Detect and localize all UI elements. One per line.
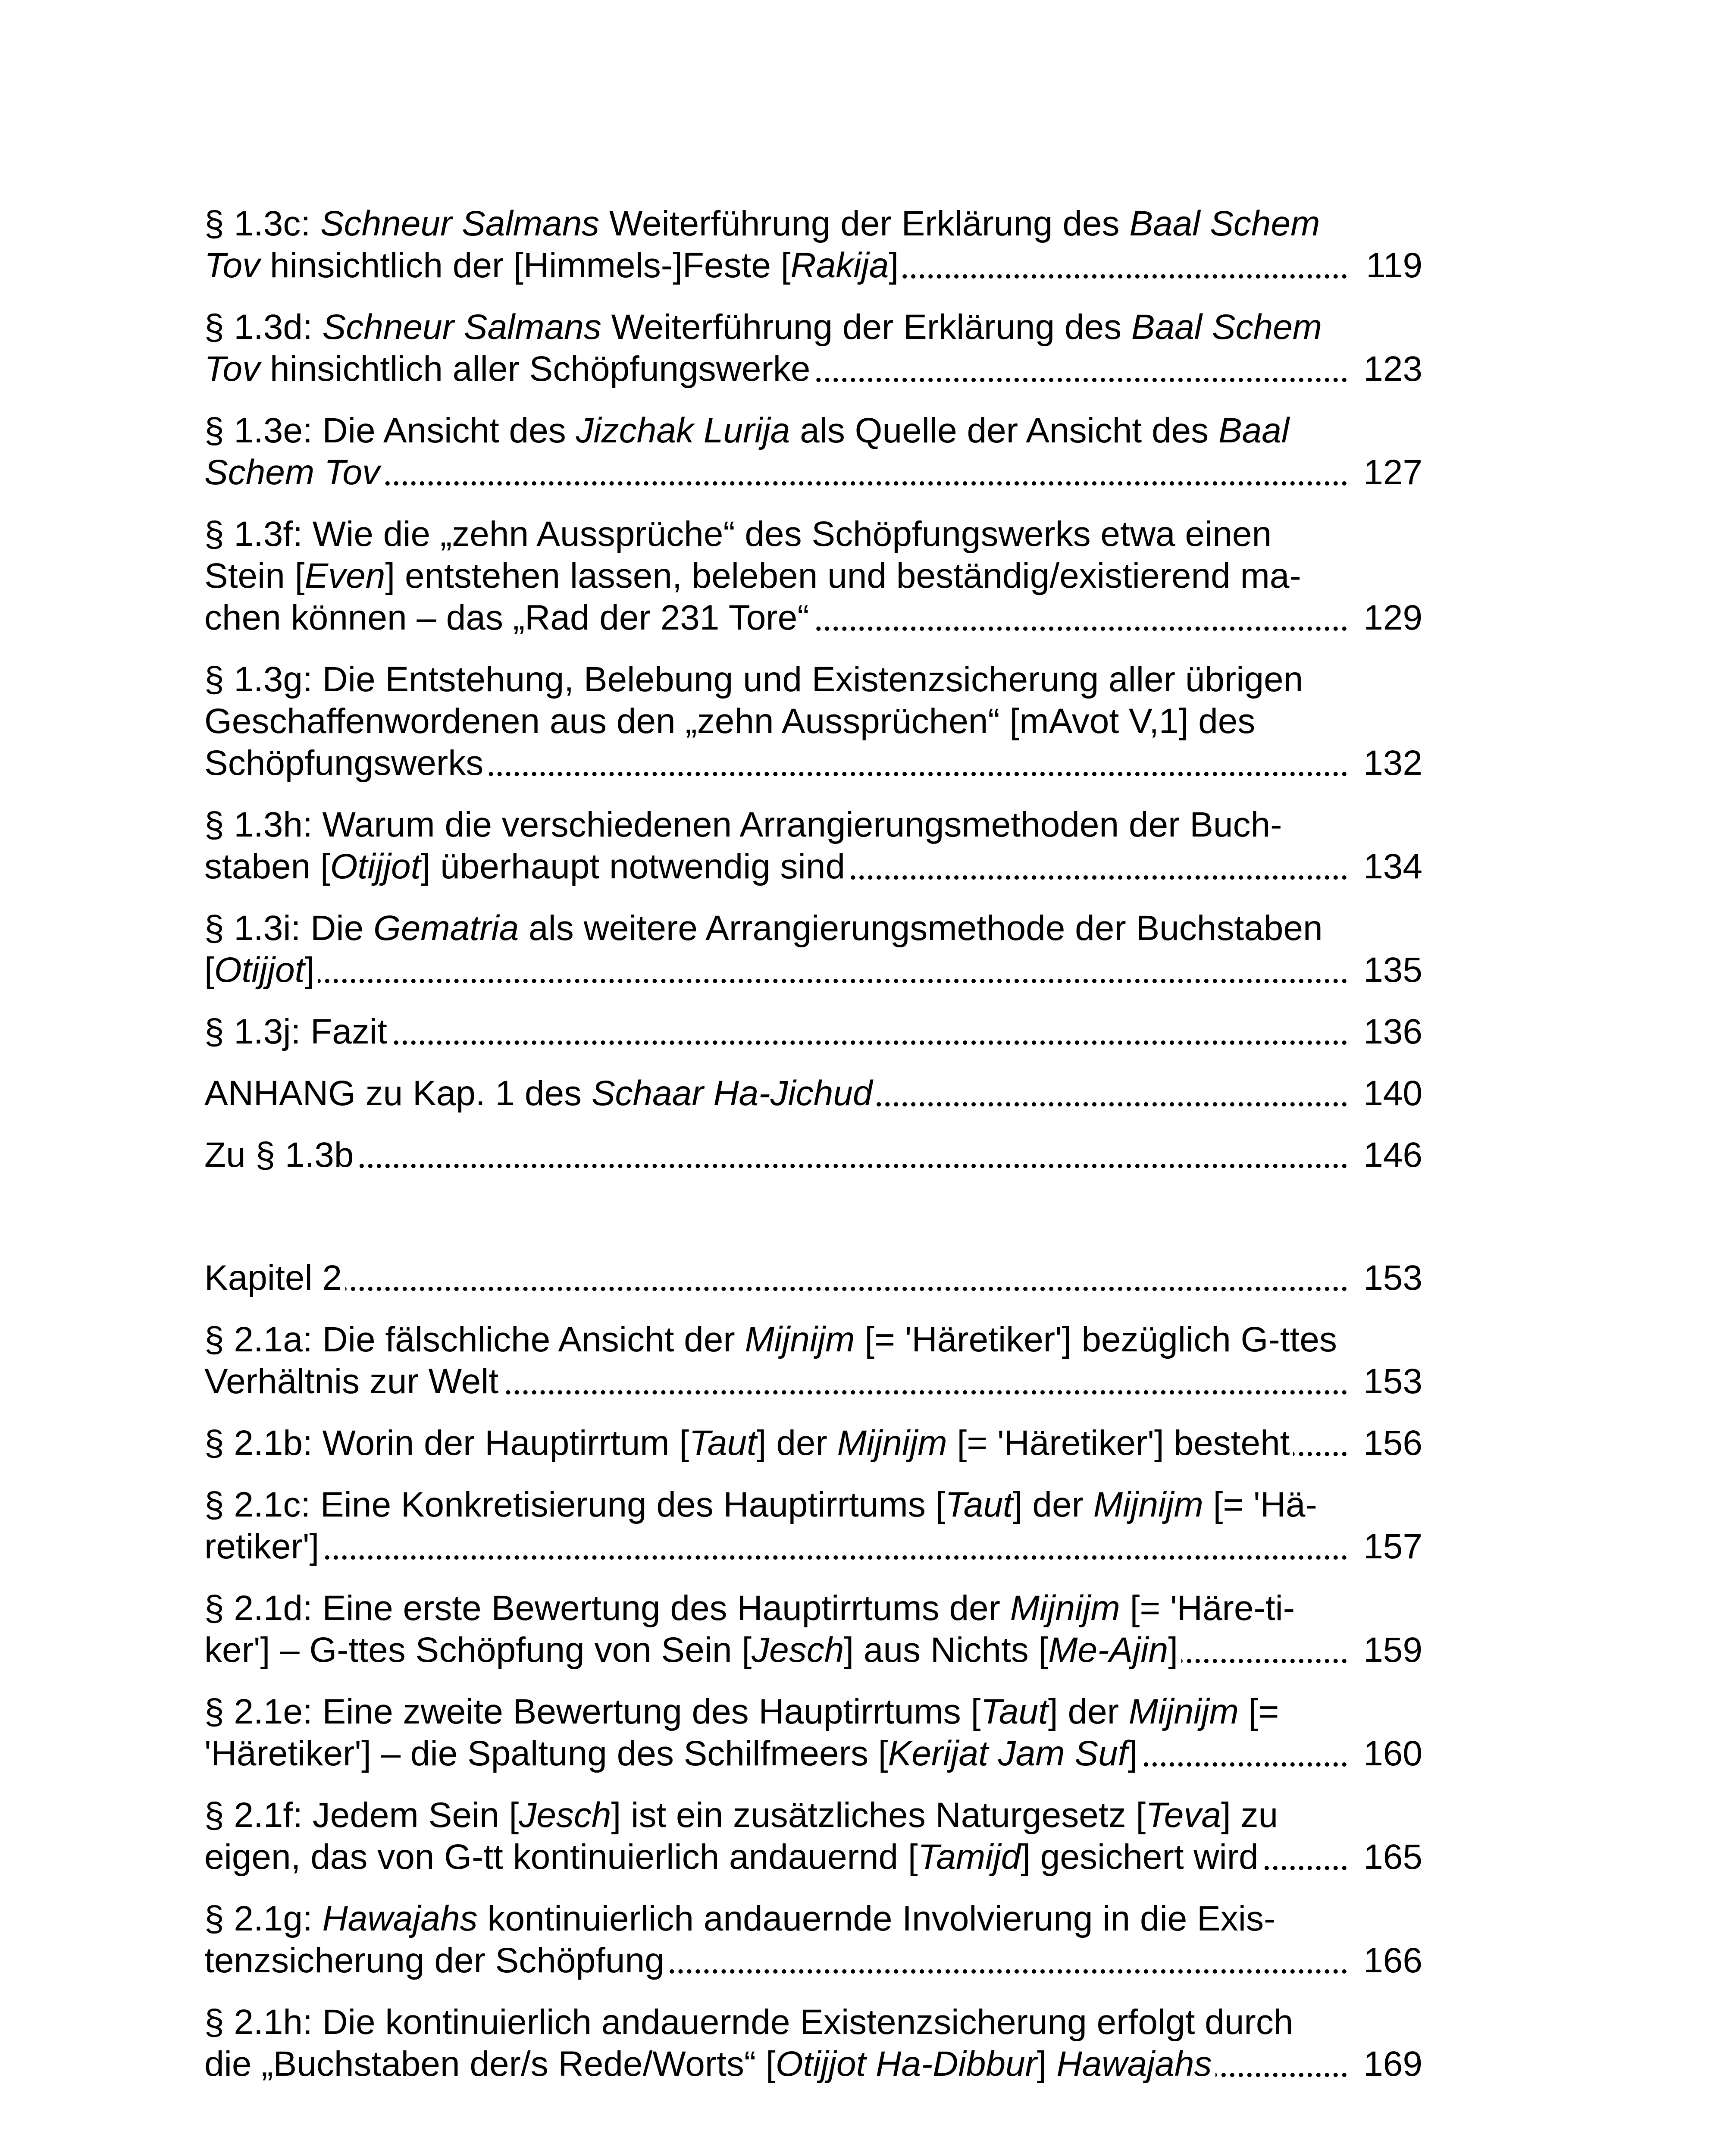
italic-term: Jizchak Lurija: [576, 411, 790, 450]
italic-term: Hawajahs: [1056, 2044, 1212, 2084]
title-text: § 2.1b: Worin der Hauptirrtum [: [204, 1423, 689, 1463]
title-text: hinsichtlich aller Schöpfungswerke: [260, 349, 811, 389]
title-text: § 1.3i: Die: [204, 909, 373, 948]
page-number: 146: [1363, 1135, 1422, 1175]
toc-entry-title: [204, 1257, 1347, 1299]
toc-entry-title: [204, 1691, 1347, 1774]
toc-entry-title: [204, 203, 1347, 286]
page-number: 140: [1363, 1074, 1422, 1113]
title-text: ] überhaupt notwendig sind: [420, 847, 846, 886]
italic-term: Mijnijm: [1093, 1485, 1203, 1524]
page-number: 119: [1366, 246, 1422, 285]
table-of-contents: [204, 203, 1422, 2105]
toc-entry: [204, 1257, 1422, 1299]
title-text: Kapitel 2: [204, 1258, 342, 1297]
italic-term: Mijnijm: [1010, 1589, 1120, 1628]
italic-term: Gematria: [373, 909, 519, 948]
page-number: 123: [1363, 349, 1422, 389]
title-text: § 2.1f: Jedem Sein [: [204, 1796, 519, 1835]
italic-term: Tamijd: [918, 1837, 1021, 1877]
toc-entry-title: [204, 410, 1347, 493]
title-text: § 1.3d:: [204, 307, 323, 347]
italic-term: Mijnijm: [745, 1320, 855, 1359]
title-text: § 2.1d: Eine erste Bewertung des Hauptirrtums der: [204, 1589, 1010, 1628]
toc-entry-title: [204, 1319, 1347, 1402]
title-text: § 2.1g:: [204, 1899, 323, 1938]
toc-entry: [204, 1072, 1422, 1114]
title-text: [= 'Häretiker'] – die Spaltung des Schilfmeers [: [204, 1692, 1279, 1773]
page-number: 165: [1363, 1837, 1422, 1877]
title-text: § 2.1h: Die kontinuierlich andauernde Existenzsicherung erfolgt durch die „Buchstaben der/s Rede/Worts“ [: [204, 2002, 1294, 2084]
title-text: ]: [1128, 1734, 1138, 1773]
leader-dots: [204, 979, 1347, 983]
toc-entry-title: [204, 513, 1347, 639]
toc-entry: [204, 513, 1422, 639]
title-text: § 1.3j: Fazit: [204, 1012, 387, 1051]
italic-term: Baal Schem Tov: [204, 307, 1322, 389]
toc-entry: [204, 203, 1422, 286]
toc-entry-title: [204, 1794, 1347, 1878]
title-text: § 2.1c: Eine Konkretisierung des Hauptirrtums [: [204, 1485, 946, 1524]
title-text: § 1.3e: Die Ansicht des: [204, 411, 576, 450]
toc-entry: [204, 2001, 1422, 2085]
title-text: [= 'Häretiker'] bezüglich G-ttes Verhältnis zur Welt: [204, 1320, 1337, 1401]
title-text: ] der: [1048, 1692, 1129, 1731]
title-text: hinsichtlich der [Himmels-]Feste [: [260, 246, 791, 285]
italic-term: Otijjot: [330, 847, 421, 886]
title-text: ]: [1168, 1630, 1178, 1670]
title-text: § 1.3h: Warum die verschiedenen Arrangierungsmethoden der Buch-staben [: [204, 805, 1282, 886]
toc-entry-title: [204, 306, 1347, 390]
title-text: Weiterführung der Erklärung des: [599, 204, 1130, 243]
toc-entry-title: [204, 1587, 1347, 1671]
toc-entry-title: [204, 1072, 1347, 1114]
page-number: 169: [1363, 2044, 1422, 2084]
title-text: als Quelle der Ansicht des: [790, 411, 1218, 450]
page-number: 132: [1363, 743, 1422, 783]
toc-entry-title: [204, 1134, 1347, 1176]
toc-entry: [204, 306, 1422, 390]
toc-entry-title: [204, 907, 1347, 991]
title-text: [= 'Häretiker'] besteht: [947, 1423, 1290, 1463]
toc-entry: [204, 658, 1422, 784]
leader-dots: [204, 1287, 1347, 1291]
title-text: § 2.1a: Die fälschliche Ansicht der: [204, 1320, 745, 1359]
toc-entry-title: [204, 1898, 1347, 1981]
title-text: ] aus Nichts [: [844, 1630, 1049, 1670]
italic-term: Schaar Ha-Jichud: [591, 1074, 873, 1113]
title-text: ANHANG zu Kap. 1 des: [204, 1074, 592, 1113]
italic-term: Rakija: [790, 246, 889, 285]
title-text: § 1.3c:: [204, 204, 320, 243]
title-text: § 2.1e: Eine zweite Bewertung des Hauptirrtums [: [204, 1692, 981, 1731]
page-number: 156: [1363, 1423, 1422, 1463]
italic-term: Hawajahs: [322, 1899, 478, 1938]
italic-term: Jesch: [519, 1796, 611, 1835]
title-text: § 1.3g: Die Entstehung, Belebung und Existenzsicherung aller übrigen Geschaffenwordenen aus den „zehn Aussprüchen“ [mAvot V,1] des Schöpfungswerks: [204, 660, 1303, 783]
page-number: 127: [1363, 453, 1422, 492]
page-number: 157: [1363, 1527, 1422, 1566]
toc-entry-title: [204, 1484, 1347, 1567]
italic-term: Teva: [1146, 1796, 1221, 1835]
page-number: 134: [1363, 847, 1422, 886]
title-text: ] ist ein zusätzliches Naturgesetz [: [611, 1796, 1146, 1835]
title-text: ] gesichert wird: [1021, 1837, 1259, 1877]
italic-term: Mijnijm: [837, 1423, 947, 1463]
title-text: [= 'Hä-retiker']: [204, 1485, 1317, 1566]
toc-entry: [204, 1898, 1422, 1981]
title-text: ]: [304, 950, 315, 990]
page-number: 166: [1363, 1941, 1422, 1980]
italic-term: Otijjot: [214, 950, 305, 990]
italic-term: Taut: [945, 1485, 1013, 1524]
italic-term: Schneur Salmans: [322, 307, 601, 347]
title-text: ] zu eigen, das von G-tt kontinuierlich andauernd [: [204, 1796, 1278, 1877]
italic-term: Mijnijm: [1128, 1692, 1239, 1731]
toc-entry-title: [204, 2001, 1347, 2085]
italic-term: Me-Ajin: [1048, 1630, 1168, 1670]
toc-entry-title: [204, 804, 1347, 887]
leader-dots: [204, 1164, 1347, 1168]
leader-dots: [204, 1555, 1347, 1560]
toc-entry: [204, 804, 1422, 887]
title-text: ] entstehen lassen, beleben und beständig/existierend ma-chen können – das „Rad der 231 Tore“: [204, 556, 1301, 637]
toc-entry: [204, 1794, 1422, 1878]
title-text: Weiterführung der Erklärung des: [601, 307, 1131, 347]
title-text: kontinuierlich andauernde Involvierung in die Exis-tenzsicherung der Schöpfung: [204, 1899, 1276, 1980]
toc-entry-title: [204, 1011, 1347, 1053]
italic-term: Schneur Salmans: [320, 204, 600, 243]
toc-entry-title: [204, 1422, 1347, 1464]
toc-entry: [204, 1691, 1422, 1774]
italic-term: Otijjot Ha-Dibbur: [775, 2044, 1037, 2084]
title-text: ]: [889, 246, 899, 285]
title-text: Zu § 1.3b: [204, 1135, 354, 1175]
title-text: § 1.3f: Wie die „zehn Aussprüche“ des Schöpfungswerks etwa einen Stein [: [204, 514, 1272, 595]
toc-entry: [204, 410, 1422, 493]
page-number: 153: [1363, 1258, 1422, 1297]
toc-entry: [204, 1319, 1422, 1402]
page-number: 135: [1363, 950, 1422, 990]
italic-term: Taut: [689, 1423, 757, 1463]
title-text: [= 'Häre-ti-ker'] – G-ttes Schöpfung von Sein [: [204, 1589, 1295, 1670]
title-text: ]: [1037, 2044, 1057, 2084]
italic-term: Taut: [980, 1692, 1048, 1731]
italic-term: Baal Schem Tov: [204, 204, 1320, 285]
title-text: als weitere Arrangierungsmethode der Buchstaben [: [204, 909, 1323, 990]
title-text: ] der: [756, 1423, 837, 1463]
toc-entry: [204, 1134, 1422, 1176]
italic-term: Kerijat Jam Suf: [888, 1734, 1128, 1773]
page-number: 129: [1363, 598, 1422, 637]
toc-entry: [204, 1422, 1422, 1464]
toc-entry-title: [204, 658, 1347, 784]
italic-term: Even: [304, 556, 385, 595]
italic-term: Baal Schem Tov: [204, 411, 1290, 492]
page-number: 159: [1363, 1630, 1422, 1670]
italic-term: Jesch: [752, 1630, 844, 1670]
toc-entry: [204, 1484, 1422, 1567]
page-number: 153: [1363, 1362, 1422, 1401]
title-text: ] der: [1012, 1485, 1093, 1524]
page-number: 160: [1363, 1734, 1422, 1773]
toc-entry: [204, 907, 1422, 991]
page-number: 136: [1363, 1012, 1422, 1051]
toc-entry: [204, 1587, 1422, 1671]
toc-entry: [204, 1011, 1422, 1053]
